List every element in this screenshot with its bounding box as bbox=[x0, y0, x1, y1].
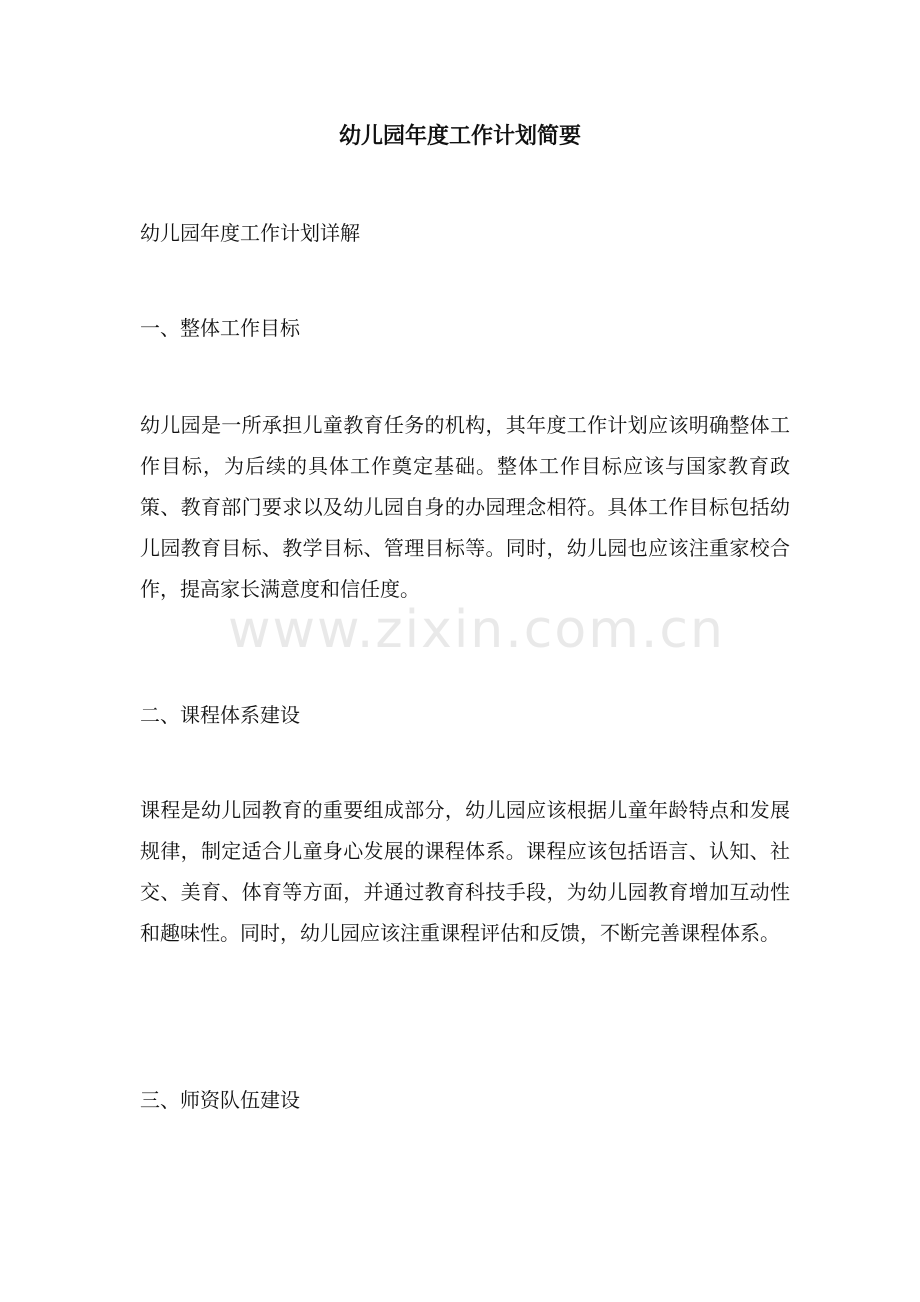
document-subtitle: 幼儿园年度工作计划详解 bbox=[140, 221, 360, 245]
section-heading-goals: 一、整体工作目标 bbox=[140, 316, 300, 340]
section-body-goals: 幼儿园是一所承担儿童教育任务的机构，其年度工作计划应该明确整体工作目标，为后续的具体工作奠定基础。整体工作目标应该与国家教育政策、教育部门要求以及幼儿园自身的办园理念相符。具体工作目标包括幼儿园教育目标、教学目标、管理目标等。同时，幼儿园也应该注重家校合作，提高家长满意度和信任度。 bbox=[140, 413, 790, 601]
section-heading-curriculum: 二、课程体系建设 bbox=[140, 703, 300, 727]
section-body-curriculum: 课程是幼儿园教育的重要组成部分，幼儿园应该根据儿童年龄特点和发展规律，制定适合儿童身心发展的课程体系。课程应该包括语言、认知、社交、美育、体育等方面，并通过教育科技手段，为幼儿园教育增加互动性和趣味性。同时，幼儿园应该注重课程评估和反馈，不断完善课程体系。 bbox=[140, 798, 790, 945]
document-title: 幼儿园年度工作计划简要 bbox=[338, 123, 581, 149]
watermark: www.zixin.com.cn bbox=[228, 600, 725, 660]
section-heading-teachers: 三、师资队伍建设 bbox=[140, 1088, 300, 1112]
